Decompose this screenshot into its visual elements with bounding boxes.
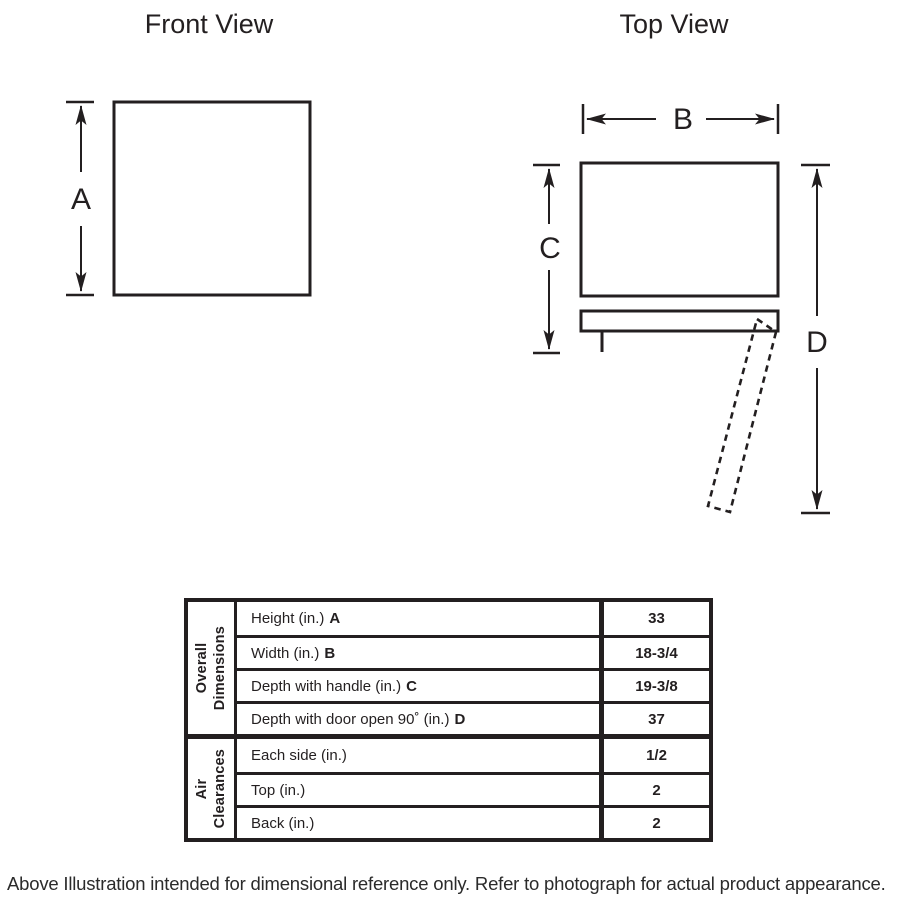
- table-row-height-label: Height (in.) A: [251, 610, 341, 627]
- disclaimer-note: Above Illustration intended for dimensional reference only. Refer to photograph for actual product appearance.: [7, 873, 886, 894]
- table-section-air-clearances: [188, 734, 709, 838]
- table-row-back-label: Back (in.): [237, 805, 599, 838]
- table-row-depth-door-open-label: Depth with door open 90˚ (in.) D: [237, 701, 599, 734]
- table-row-depth-handle-label: Depth with handle (in.) C: [237, 668, 599, 701]
- front-view-title: Front View: [144, 9, 274, 39]
- table-row-height-value: 33: [599, 602, 709, 635]
- group-label-overall-dimensions: Overall Dimensions: [188, 602, 237, 734]
- front-view-outline: [114, 102, 310, 295]
- table-row-each-side-label: Each side (in.): [251, 747, 347, 764]
- top-view-title: Top View: [619, 9, 729, 39]
- dim-label-d: D: [806, 326, 828, 359]
- table-row-top-label: Top (in.): [237, 772, 599, 805]
- table-row-width-value: 18-3/4: [599, 635, 709, 668]
- top-view-door-closed: [581, 311, 778, 331]
- table-row-depth-door-open-value: 37: [599, 701, 709, 734]
- top-view-door-open-dashed: [708, 319, 776, 512]
- dimensions-table: [184, 598, 713, 842]
- top-view-cabinet-outline: [581, 163, 778, 296]
- table-row-back-value: 2: [599, 805, 709, 838]
- table-row-depth-handle-value: 19-3/8: [599, 668, 709, 701]
- dim-label-a: A: [70, 183, 92, 216]
- dim-label-c: C: [539, 232, 561, 265]
- dim-label-b: B: [672, 103, 694, 136]
- table-row-top-value: 2: [599, 772, 709, 805]
- table-section-overall-dimensions: [188, 602, 709, 734]
- group-label-air-clearances: Air Clearances: [188, 739, 237, 838]
- table-row-width-label: Width (in.) B: [237, 635, 599, 668]
- table-row-each-side-value: 1/2: [599, 739, 709, 772]
